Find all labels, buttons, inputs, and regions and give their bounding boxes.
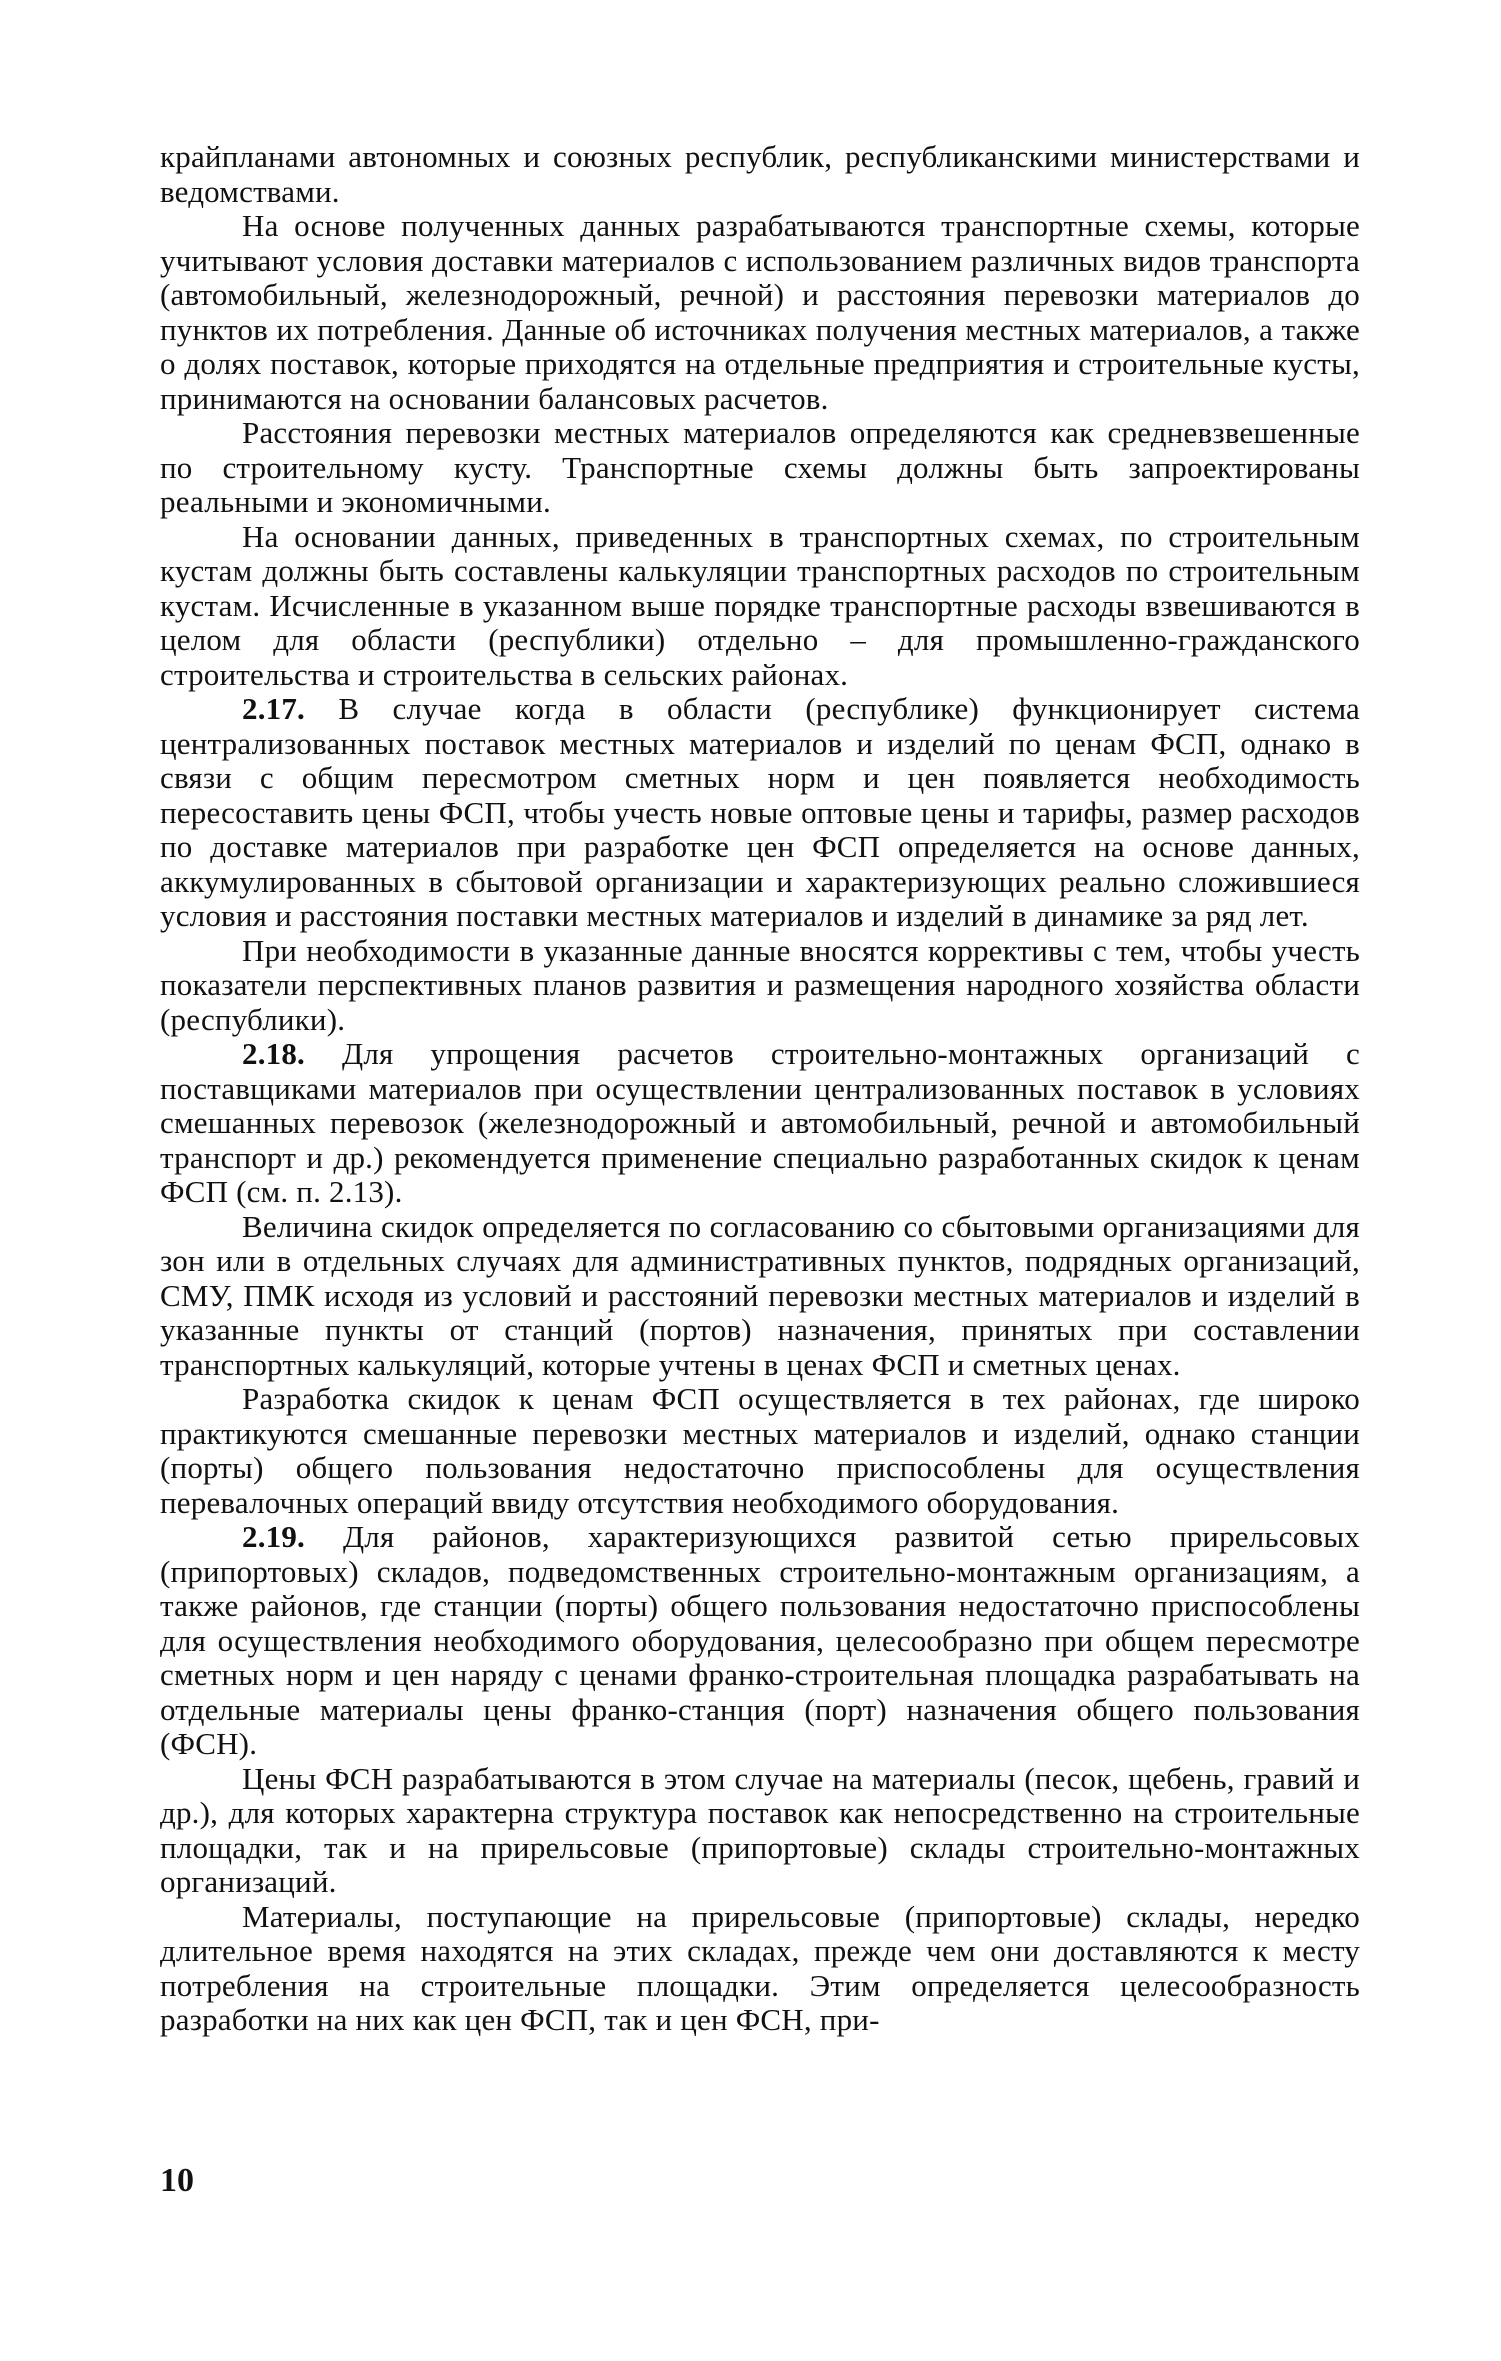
section-number: 2.19. [242, 1519, 305, 1554]
paragraph: Расстояния перевозки местных материалов определяются как средневзвешенные по строительному кусту. Транспортные схемы должны быть запроектированы реальными и экономичными. [160, 415, 1360, 519]
page-body [160, 140, 1360, 2038]
paragraph-section-2-17 [160, 692, 1360, 934]
paragraph-section-2-19 [160, 1520, 1360, 1762]
paragraph: Материалы, поступающие на прирельсовые (припортовые) склады, нередко длительное время находятся на этих складах, прежде чем они доставляются к месту потребления на строительные площадки. Этим определяется целесообразность разработки на них как цен ФСП, так и цен ФСН, при- [160, 1898, 1360, 2037]
paragraph-text: Для упрощения расчетов строительно-монтажных организаций с поставщиками материалов при осуществлении централизованных поставок в условиях смешанных перевозок (железнодорожный и автомобильный, речной и автомобильный транспорт и др.) рекомендуется применение специально разработанных скидок к ценам ФСП (см. п. 2.13). [160, 1036, 1360, 1209]
paragraph-section-2-18 [160, 1037, 1360, 1210]
paragraph: Цены ФСН разрабатываются в этом случае на материалы (песок, щебень, гравий и др.), для которых характерна структура поставок как непосредственно на строительные площадки, так и на прирельсовые (припортовые) склады строительно-монтажных организаций. [160, 1760, 1360, 1899]
paragraph: Разработка скидок к ценам ФСП осуществляется в тех районах, где широко практикуются смешанные перевозки местных материалов и изделий, однако станции (порты) общего пользования недостаточно приспособлены для осуществления перевалочных операций ввиду отсутствия необходимого оборудования. [160, 1381, 1360, 1520]
paragraph: Величина скидок определяется по согласованию со сбытовыми организациями для зон или в отдельных случаях для административных пунктов, подрядных организаций, СМУ, ПМК исходя из условий и расстояний перевозки местных материалов и изделий в указанные пункты от станций (портов) назначения, принятых при составлении транспортных калькуляций, которые учтены в ценах ФСП и сметных ценах. [160, 1208, 1360, 1382]
paragraph-text: Для районов, характеризующихся развитой сетью прирельсовых (припортовых) складов, подведомственных строительно-монтажным организациям, а также районов, где станции (порты) общего пользования недостаточно приспособлены для осуществления необходимого оборудования, целесообразно при общем пересмотре сметных норм и цен наряду с ценами франко-строительная площадка разрабатывать на отдельные материалы цены франко-станция (порт) назначения общего пользования (ФСН). [160, 1519, 1360, 1761]
paragraph: На основании данных, приведенных в транспортных схемах, по строительным кустам должны быть составлены калькуляции транспортных расходов по строительным кустам. Исчисленные в указанном выше порядке транспортные расходы взвешиваются в целом для области (республики) отдельно – для промышленно-гражданского строительства и строительства в сельских районах. [160, 518, 1360, 692]
section-number: 2.18. [242, 1036, 305, 1071]
paragraph: На основе полученных данных разрабатываются транспортные схемы, которые учитывают условия доставки материалов с использованием различных видов транспорта (автомобильный, железнодорожный, речной) и расстояния перевозки материалов до пунктов их потребления. Данные об источниках получения местных материалов, а также о долях поставок, которые приходятся на отдельные предприятия и строительные кусты, принимаются на основании балансовых расчетов. [160, 208, 1360, 416]
page-number: 10 [160, 2162, 194, 2199]
paragraph-text: В случае когда в области (республике) функционирует система централизованных поставок местных материалов и изделий по ценам ФСП, однако в связи с общим пересмотром сметных норм и цен появляется необходимость пересоставить цены ФСП, чтобы учесть новые оптовые цены и тарифы, размер расходов по доставке материалов при разработке цен ФСП определяется на основе данных, аккумулированных в сбытовой организации и характеризующих реально сложившиеся условия и расстояния поставки местных материалов и изделий в динамике за ряд лет. [160, 691, 1361, 933]
section-number: 2.17. [242, 691, 305, 726]
paragraph: крайпланами автономных и союзных республик, республиканскими министерствами и ведомствами. [160, 139, 1360, 209]
paragraph: При необходимости в указанные данные вносятся коррективы с тем, чтобы учесть показатели перспективных планов развития и размещения народного хозяйства области (республики). [160, 932, 1360, 1037]
